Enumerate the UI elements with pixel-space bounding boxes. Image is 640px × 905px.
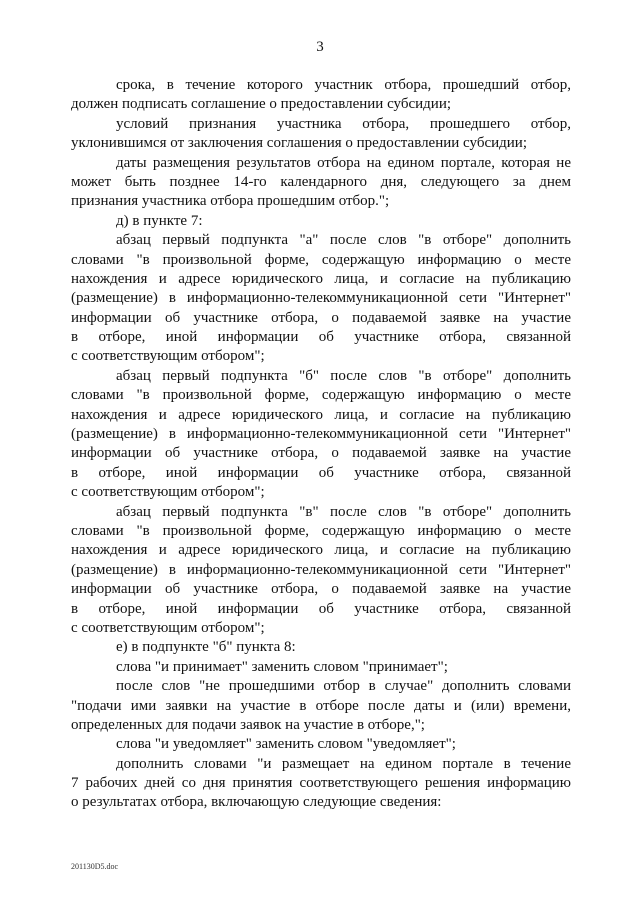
text-line: о результатах отбора, включающую следующие сведения:	[71, 794, 442, 811]
text-line: абзац первый подпункта "а" после слов "в отборе" дополнить	[116, 232, 571, 249]
footer-file-code: 201130D5.doc	[71, 862, 119, 871]
text-line: слова "и уведомляет" заменить словом "уведомляет";	[116, 736, 456, 753]
text-line: должен подписать соглашение о предоставлении субсидии;	[71, 96, 452, 113]
text-line: информации об участнике отбора, о подаваемой заявке на участие	[71, 309, 571, 326]
text-line: после слов "не прошедшими отбор в случае" дополнить словами	[116, 678, 571, 695]
text-line: информации об участнике отбора, о подаваемой заявке на участие	[71, 581, 571, 598]
text-line: срока, в течение которого участник отбора, прошедший отбор,	[116, 77, 571, 93]
text-line: в отборе, иной информации об участнике отбора, связанной	[71, 600, 571, 617]
text-line: с соответствующим отбором";	[71, 484, 265, 501]
text-line: признания участника отбора прошедшим отбор.";	[71, 193, 390, 210]
text-line: определенных для подачи заявок на участие в отборе,";	[71, 716, 425, 733]
text-line: словами "в произвольной форме, содержащую информацию о месте	[71, 522, 571, 539]
text-line: слова "и принимает" заменить словом "принимает";	[116, 658, 448, 675]
text-line: 7 рабочих дней со дня принятия соответствующего решения информацию	[71, 775, 571, 792]
page-number: 3	[316, 39, 324, 55]
text-line: (размещение) в информационно-телекоммуникационной сети "Интернет"	[71, 561, 571, 578]
text-line: дополнить словами "и размещает на едином портале в течение	[116, 755, 571, 772]
text-line: информации об участнике отбора, о подаваемой заявке на участие	[71, 445, 571, 462]
text-line: нахождения и адресе юридического лица, и согласие на публикацию	[71, 270, 571, 287]
text-line: д) в пункте 7:	[116, 212, 203, 229]
text-line: даты размещения результатов отбора на едином портале, которая не	[116, 154, 571, 171]
document-body	[71, 76, 571, 813]
text-line: словами "в произвольной форме, содержащую информацию о месте	[71, 251, 571, 268]
text-line: с соответствующим отбором";	[71, 619, 265, 636]
text-line: может быть позднее 14-го календарного дня, следующего за днем	[71, 173, 571, 190]
text-line: нахождения и адресе юридического лица, и согласие на публикацию	[71, 406, 571, 423]
text-line: словами "в произвольной форме, содержащую информацию о месте	[71, 387, 571, 404]
text-line: нахождения и адресе юридического лица, и согласие на публикацию	[71, 542, 571, 559]
text-line: абзац первый подпункта "б" после слов "в отборе" дополнить	[116, 367, 571, 384]
text-line: е) в подпункте "б" пункта 8:	[116, 639, 296, 656]
text-line: в отборе, иной информации об участнике отбора, связанной	[71, 464, 571, 481]
text-line: (размещение) в информационно-телекоммуникационной сети "Интернет"	[71, 426, 571, 443]
text-line: (размещение) в информационно-телекоммуникационной сети "Интернет"	[71, 290, 571, 307]
text-line: "подачи ими заявки на участие в отборе после даты и (или) времени,	[71, 697, 571, 714]
text-line: абзац первый подпункта "в" после слов "в отборе" дополнить	[116, 503, 571, 520]
text-line: уклонившимся от заключения соглашения о предоставлении субсидии;	[71, 135, 527, 152]
text-line: в отборе, иной информации об участнике отбора, связанной	[71, 329, 571, 346]
text-line: условий признания участника отбора, прошедшего отбор,	[116, 115, 571, 132]
text-line: с соответствующим отбором";	[71, 348, 265, 365]
